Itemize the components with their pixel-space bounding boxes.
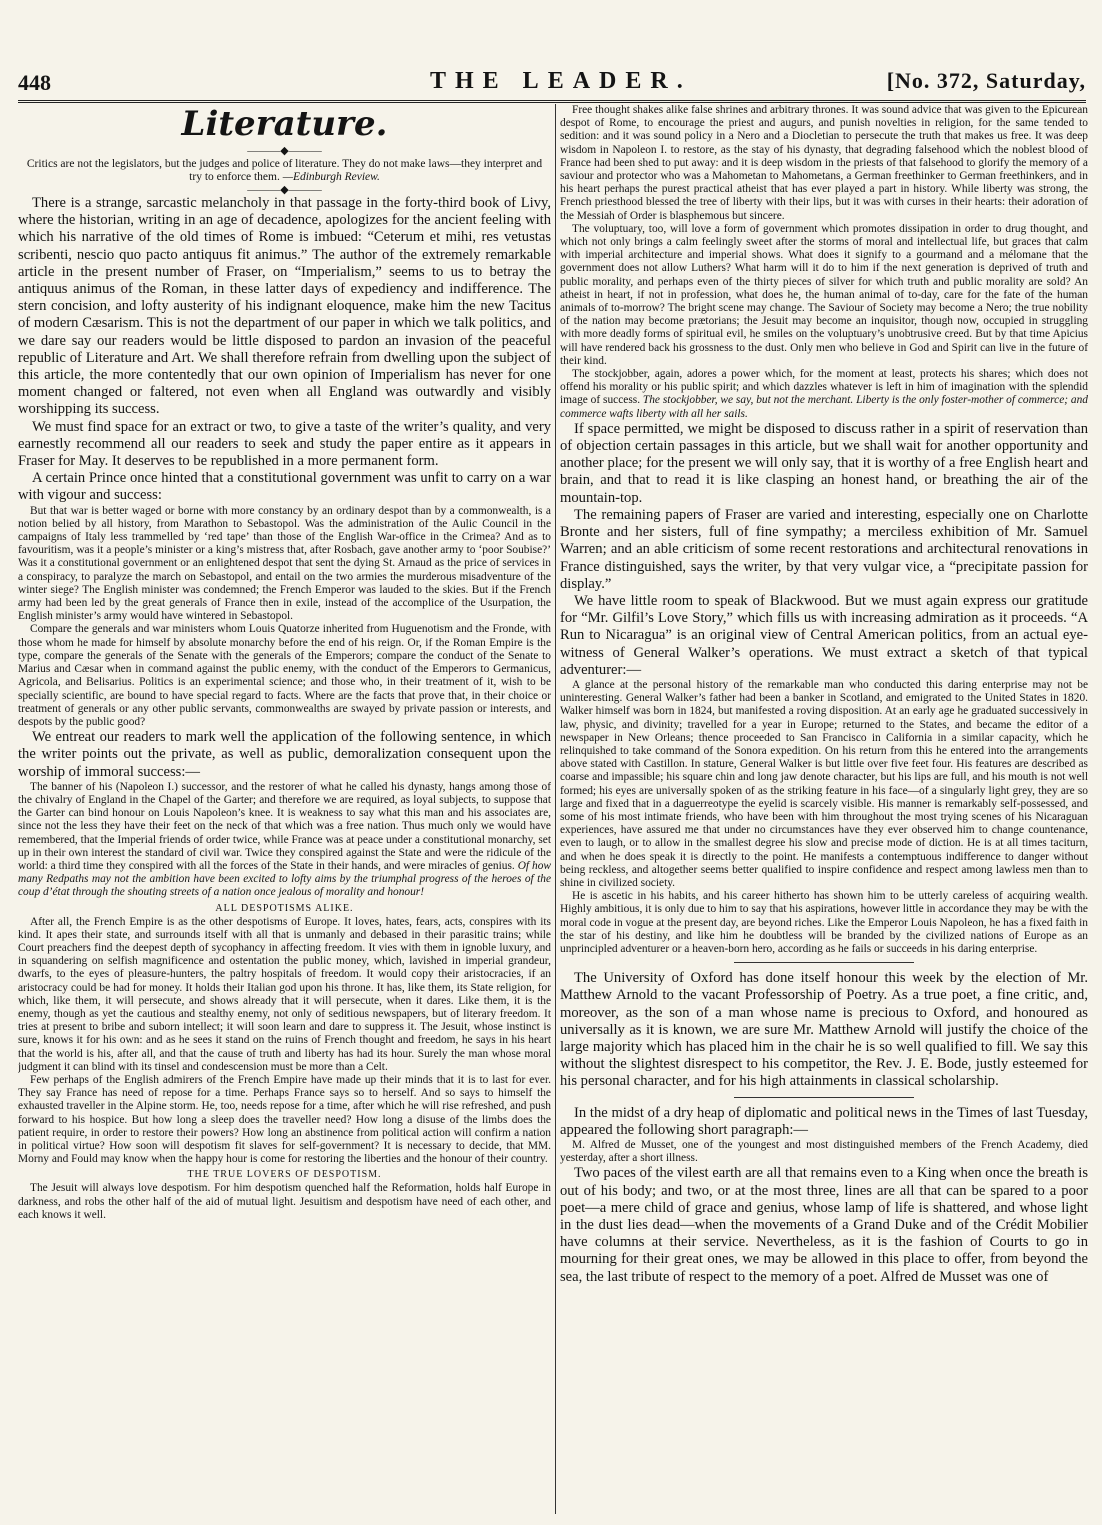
- subheading: ALL DESPOTISMS ALIKE.: [215, 902, 354, 914]
- paragraph: There is a strange, sarcastic melancholy in that passage in the forty-third book of Livy, where the historian, writing in an age of decadence, apologizes for the ancient feeling with which his narrative of the old times of Rome is imbued: “Ceterum et mihi, res vetustas scribenti, nescio quo pacto antiquus fit animus.” The author of the extremely remarkable article in the present number of Fraser, on “Imperialism,” seems to us to betray the antiquus animus of the Roman, in these latter days of expediency and indifference. The stern concision, and lofty austerity of his indignant eloquence, make him the new Tacitus of modern Cæsarism. This is not the department of our paper in which we talk politics, and we dare say our readers would be little disposed to pardon an invasion of the peaceful republic of Literature and Art. We shall therefore refrain from dwelling upon the subject of this article, the more contentedly that our own opinion of Imperialism has never for one moment changed or faltered, not even when all England was outwardly and visibly worshipping its success.: [18, 195, 551, 418]
- newspaper-title: THE LEADER.: [430, 68, 692, 94]
- quoted-italic: The stockjobber, we say, but not the merchant. Liberty is the only foster-mother of commerce; and commerce wafts liberty with all her sails.: [560, 394, 1088, 420]
- quoted-extract: A glance at the personal history of the remarkable man who conducted this daring enterprise may not be uninteresting. General Walker’s father had been a banker in Scotland, and emigrated to the United States in 1820. Walker himself was born in 1824, but manifested a roving disposition. At an early age he graduated successively in law, physic, and divinity; travelled for a year in Europe; returned to the States, and became the editor of a newspaper in New Orleans; thence proceeded to San Francisco in California in a similar capacity, which he relinquished to take command of the Sonora expedition. On his return from this he entered into the arrangements above stated with Castillon. In stature, General Walker is but little over five feet four. His features are described as coarse and impassible; his square chin and long jaw denote character, but his lips are full, and his mouth is not well formed; his eyes are universally spoken of as the striking feature in his face—of a singularly light grey, they are so large and fixed that in a daguerreotype the eyelid is scarcely visible. His manner is remarkably self-possessed, and some of his most intimate friends, who have been with him throughout the most trying scenes of his Nicaraguan experiences, have assured me that under no circumstances have they ever observed him to change countenance, even to laugh, or to allow in the smallest degree his slow and precise mode of diction. He is at all times taciturn, and when he does speak it is directly to the point. He manifests a contemptuous indifference to danger without being reckless, and altogether seems better qualified to inspire confidence and respect among lawless men than to shine in civilized society.: [560, 678, 1088, 889]
- ornament-divider: ———◆———: [247, 145, 322, 157]
- section-heading: Literature.: [181, 104, 388, 144]
- issue-info: [No. 372, Saturday,: [886, 68, 1086, 93]
- masthead: [18, 60, 1086, 103]
- paragraph: In the midst of a dry heap of diplomatic and political news in the Times of last Tuesday, appeared the following short paragraph:—: [560, 1104, 1088, 1138]
- motto-source: —Edinburgh Review.: [282, 171, 380, 183]
- left-column: [18, 104, 551, 1514]
- page-number: 448: [18, 70, 51, 95]
- section-divider: [734, 1097, 914, 1098]
- quoted-text: The banner of his (Napoleon I.) successor, and the restorer of what he called his dynasty, hangs among those of the chivalry of England in the Chapel of the Garter; and therefore we are required, as loyal subjects, to suppose that the Garter can bind honour on Louis Napoleon’s knee. It is weakness to say what this man and his associates are, since not the less they have their feet on the neck of that which was a free nation. Thus much only we would have remembered, that the Imperial friends of order twice, while France was at peace under a constitutional monarchy, set up in their own interest the standard of civil war. Twice they conspired against the State and were the ridicule of the world: a third time they conspired with all the forces of the State in their hands, and were miracles of genius.: [18, 780, 551, 872]
- quoted-italic: Of how many Redpaths may not the ambition have been excited to lofty aims by the triumphal progress of the heroes of the coup d’état through the shouting streets of a nation once jealous of morality and honour!: [18, 859, 551, 899]
- subheading: THE TRUE LOVERS OF DESPOTISM.: [187, 1169, 382, 1181]
- quoted-extract: After all, the French Empire is as the other despotisms of Europe. It loves, hates, fears, acts, conspires with its kind. It apes their state, and surrounds itself with all that is unmanly and debased in their parasitic trains; while Court preachers find the deepest depth of sycophancy in affecting freedom. It vies with them in ignoble luxury, and in squandering on selfish magnificence and ostentation the public money, which, lavished in imperial grandeur, dwarfs, to the eyes of pleasure-hunters, the paltry hospitals of freedom. It would copy their aristocracies, if an aristocracy could be had for money. It holds their Italian god upon his throne. It has, like them, its State religion, for which, like them, it will persecute, and shows already that it will persecute, when it dares. Like them, it is the enemy, though as yet the cautious and stealthy enemy, not only of seditious newspapers, but of literary freedom. It tries at present to bribe and suborn intellect; it will soon learn and dare to suppress it. The Jesuit, whose instinct is sure, knows it for his own: and as he sees it stand on the ruins of French thought and freedom, he says in his heart that the world is his, after all, and that the cause of truth and liberty has had its hour. Surely the man whose moral judgment it can blind with its tinsel and condescension must be more than a Celt.: [18, 915, 551, 1073]
- paragraph: We entreat our readers to mark well the application of the following sentence, in which the writer points out the private, as well as public, demoralization consequent upon the worship of immoral success:—: [18, 729, 551, 780]
- quoted-extract: Free thought shakes alike false shrines and arbitrary thrones. It was sound advice that was given to the Epicurean despot of Rome, to encourage the priest and augurs, and punish novelties in religion, for the same tended to sedition: and it was sound policy in a Nero and a Diocletian to persecute the truth that makes us free. It was deep wisdom in Napoleon I. to restore, as the stay of his dynasty, that degrading falsehood which the noblest blood of France had been shed to put away: and it is deep wisdom in the priests of that falsehood to glorify the memory of a saviour and protector who was a Mahometan to Mahometans, a German freethinker to German freethinkers, and in his heart perhaps the purest practical atheist that has ever played a part in history. While liberty was strong, the French priesthood blessed the tree of liberty with their lips, but it was with curses in their hearts: their adoration of the Messiah of Order is blasphemous but sincere.: [560, 104, 1088, 222]
- paragraph: The remaining papers of Fraser are varied and interesting, especially one on Charlotte Bronte and her sisters, full of fine sympathy; a merciless exhibition of Mr. Samuel Warren; and an able criticism of some recent restorations and architectural renovations in France distinguished, says the writer, by that very vulgar vice, a “precipitate passion for display.”: [560, 506, 1088, 592]
- quoted-text: The stockjobber, again, adores a power which, for the moment at least, protects his shares; which does not offend his morality or his public spirit; and which dazzles whatever is left in him of imagination with the splendid image of success.: [560, 368, 1088, 407]
- column-rule: [555, 104, 556, 1514]
- paragraph: We have little room to speak of Blackwood. But we must again express our gratitude for “Mr. Gilfil’s Love Story,” which fills us with increasing admiration as it proceeds. “A Run to Nicaragua” is an original view of Central American politics, from an actual eye-witness of General Walker’s operations. We must extract a sketch of that typical adventurer:—: [560, 592, 1088, 678]
- right-column: [560, 104, 1088, 1514]
- quoted-extract: The Jesuit will always love despotism. For him despotism quenched half the Reformation, holds half Europe in darkness, and robs the other half of the aid of mutual light. Jesuitism and despotism have need of each other, and each knows it well.: [18, 1182, 551, 1221]
- paragraph: A certain Prince once hinted that a constitutional government was unfit to carry on a war with vigour and success:: [18, 470, 551, 504]
- paragraph: Two paces of the vilest earth are all that remains even to a King when once the breath is out of his body; and two, or at the most three, lines are all that can be spared to a poor poet—a mere child of grace and genius, whose lamp of life is shattered, and whose light in the dust lies dead—when the movements of a Grand Duke and of the Crédit Mobilier have columns at their service. Nevertheless, as it is the fashion of Courts to go in mourning for their great ones, we may be allowed in this place to offer, from beyond the sea, the last tribute of respect to the memory of a poet. Alfred de Musset was one of: [560, 1165, 1088, 1285]
- motto-text: Critics are not the legislators, but the judges and police of literature. They do not make laws—they interpret and try to enforce them.: [26, 158, 543, 183]
- quoted-extract: The voluptuary, too, will love a form of government which promotes dissipation in order to drug thought, and which not only brings a calm feelingly sweet after the storms of moral and intellectual life, but graces that calm with imperial architecture and imperial shows. What does it signify to a gourmand and a mélomane that the government does not allow Luthers? What harm will it do to him if the next generation is deprived of truth and public morality, and perhaps even of the thirty pieces of silver for which truth and public morality are sold? An atheist in heart, if not in profession, what does he, the human animal of to-day, care for the fate of the human animals of to-morrow? The bright scene may change. The Saviour of Society may become a Nero; the true nobility of the nation may become prætorians; the Jesuit may become an inquisitor, though now, occupied in struggling with more deadly forms of spiritual evil, he smiles on the voluptuary’s unobtrusive creed. But by that time Apicius will have rendered back his grossness to the dust. Only men who believe in God and Spirit can live in the future of their kind.: [560, 222, 1088, 367]
- quoted-extract: [560, 368, 1088, 421]
- quoted-extract: But that war is better waged or borne with more constancy by an ordinary despot than by a commonwealth, is a notion belied by all history, from Marathon to Sebastopol. Was the administration of the Aulic Council in the campaigns of Italy less trammelled by ‘red tape’ than those of the English War-office in the Crimea? And as to favouritism, was it a people’s minister or a king’s mistress that, after Rosbach, gave another army to ‘poor Soubise?’ Was it a constitutional government or an enlightened despot that sent the dying St. Arnaud as the price of services in a conspiracy, to paralyze the march on Sebastopol, and entail on the two armies the murderous misadventure of the winter siege? The English minister was condemned; the French Emperor was lauded to the skies. But if the French army had been led by the great generals of France then in exile, instead of the accomplice of the Usurpation, the English minister’s army would have wintered in Sebastopol.: [18, 504, 551, 623]
- quoted-extract: [18, 781, 551, 900]
- quoted-extract: Compare the generals and war ministers whom Louis Quatorze inherited from Huguenotism and the Fronde, with those whom he made for himself by absolute monarchy before the end of his reign. Or, if the Roman Empire is the type, compare the generals of the Senate with the generals of the Emperors; compare the conduct of the Senate to Marius and Cæsar when in command against the public enemy, with the conduct of the Emperors to Germanicus, Agricola, and Belisarius. Politics is an experimental science; and those who, in their treatment of it, wish to be specially scientific, are bound to have special regard to facts. Where are the facts that prove that, in their choice or treatment of generals or any other public servants, commonwealths are swayed by private passion or interests, and despots by the public good?: [18, 623, 551, 728]
- paragraph: If space permitted, we might be disposed to discuss rather in a spirit of reservation than of objection certain passages in this article, but we shall wait for another opportunity and another place; for the present we will only say, that it is worthy of a free English heart and brain, and that to read it is like clasping an honest hand, or breathing the air of the mountain-top.: [560, 420, 1088, 506]
- section-divider: [734, 962, 914, 963]
- paragraph: We must find space for an extract or two, to give a taste of the writer’s quality, and very earnestly recommend all our readers to seek and study the paper entire as it appears in Fraser for May. It deserves to be republished in a more permanent form.: [18, 418, 551, 470]
- paragraph: The University of Oxford has done itself honour this week by the election of Mr. Matthew Arnold to the vacant Professorship of Poetry. As a true poet, a fine critic, and, moreover, as the son of a man whose name is precious to Oxford, and honoured as universally as it is known, we are sure Mr. Matthew Arnold will justify the choice of the large majority which has placed him in the chair he is so well qualified to fill. We say this without the slightest disrespect to his competitor, the Rev. J. E. Bode, justly esteemed for his personal character, and for his high attainments in classical scholarship.: [560, 970, 1088, 1090]
- section-motto: [22, 158, 547, 184]
- quoted-extract: He is ascetic in his habits, and his career hitherto has shown him to be utterly careless of acquiring wealth. Highly ambitious, it is only due to him to say that his aspirations, however little in accordance they may be with the moral code in vogue at the present day, are beyond riches. Like the Emperor Louis Napoleon, he has a fixed faith in the star of his destiny, and like him he doubtless will be branded by the civilized nations of Europe as an unprincipled adventurer or a heaven-born hero, according as he fails or succeeds in his daring enterprise.: [560, 890, 1088, 955]
- ornament-divider: ———◆———: [247, 184, 322, 196]
- quoted-extract: Few perhaps of the English admirers of the French Empire have made up their minds that it is to last for ever. They say France has need of repose for a time. Perhaps France says so to herself. And so says to himself the exhausted traveller in the Alpine storm. He, too, needs repose for a time, after which he will rise refreshed, and push forward to his hospice. But how long a sleep does the traveller need? How long a disuse of the limbs does the patient require, in order to restore their powers? How long an abstinence from political action will confirm a nation in political virtue? How soon will despotism fit slaves for self-government? It is necessary to decide, that MM. Morny and Fould may know when the happy hour is come for restoring the liberties and the honour of their country.: [18, 1073, 551, 1166]
- quoted-extract: M. Alfred de Musset, one of the youngest and most distinguished members of the French Academy, died yesterday, after a short illness.: [560, 1139, 1088, 1165]
